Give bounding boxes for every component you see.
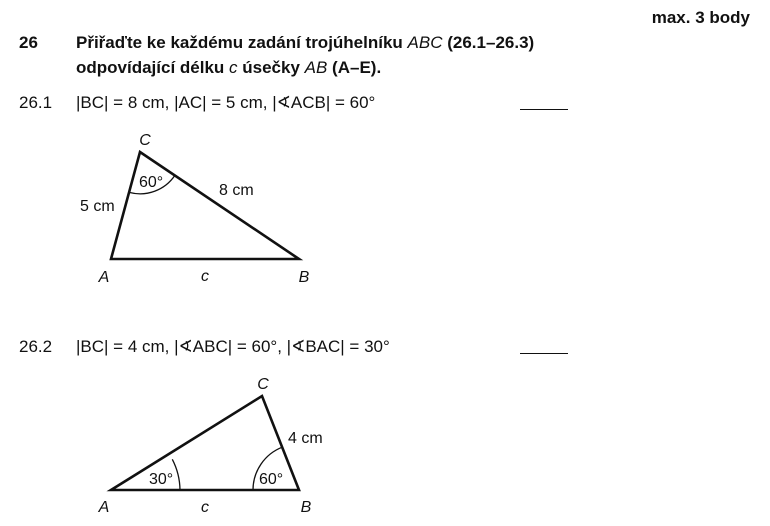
segment-name: AB xyxy=(304,58,328,77)
item-number: 26.2 xyxy=(19,337,53,356)
length-symbol: c xyxy=(229,58,238,77)
item-condition: |BC| = 4 cm, |∢ABC| = 60°, |∢BAC| = 30° xyxy=(76,337,390,356)
side-label-bc: 4 cm xyxy=(288,430,323,447)
side-label-ac: 5 cm xyxy=(80,198,115,215)
instruction-text: Přiřaďte ke každému zadání trojúhelníku xyxy=(76,33,408,52)
angle-label-a: 30° xyxy=(149,471,174,488)
vertex-label-a: A xyxy=(98,269,110,286)
vertex-label-a: A xyxy=(98,499,110,516)
vertex-label-c: C xyxy=(139,132,151,149)
vertex-label-b: B xyxy=(300,499,312,516)
triangle-name: ABC xyxy=(407,33,443,52)
angle-arc-a xyxy=(172,459,180,490)
side-label-ab: c xyxy=(201,499,209,516)
side-label-bc: 8 cm xyxy=(219,182,254,199)
task-number: 26 xyxy=(19,33,38,52)
instruction-options: (A–E). xyxy=(327,58,382,77)
vertex-label-c: C xyxy=(257,376,269,393)
angle-label-b: 60° xyxy=(259,471,284,488)
item-number: 26.1 xyxy=(19,93,53,112)
side-label-ab: c xyxy=(201,268,209,285)
instruction-text: odpovídající délku xyxy=(76,58,230,77)
angle-label-c: 60° xyxy=(139,174,164,191)
max-points-label: max. 3 body xyxy=(651,8,750,27)
instruction-text: úsečky xyxy=(237,58,305,77)
vertex-label-b: B xyxy=(298,269,310,286)
item-condition: |BC| = 8 cm, |AC| = 5 cm, |∢ACB| = 60° xyxy=(76,93,376,112)
instruction-range: (26.1–26.3) xyxy=(442,33,535,52)
